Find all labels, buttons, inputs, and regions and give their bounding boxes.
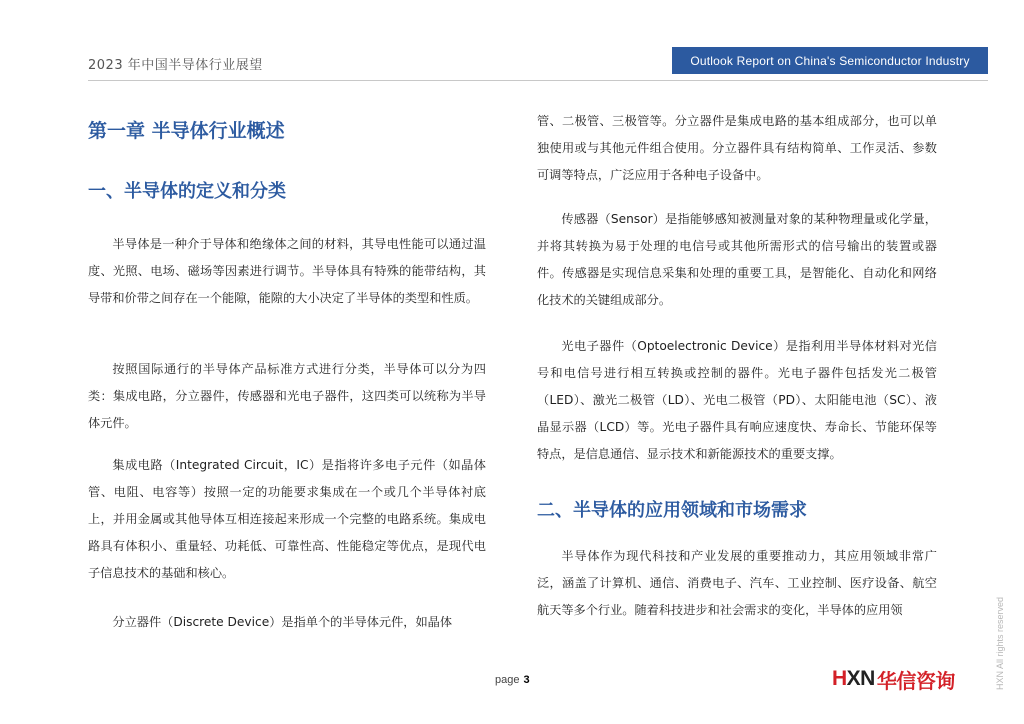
paragraph: 传感器（Sensor）是指能够感知被测量对象的某种物理量或化学量，并将其转换为易于处理的电信号或其他所需形式的信号输出的装置或器件。传感器是实现信息采集和处理的重要工具，是智能化、自动化和网络化技术的关键组成部分。 <box>537 212 937 307</box>
header-left-title: 2023 年中国半导体行业展望 <box>88 58 263 73</box>
paragraph: 分立器件（Discrete Device）是指单个的半导体元件，如晶体 <box>112 615 453 629</box>
paragraph: 集成电路（Integrated Circuit，IC）是指将许多电子元件（如晶体管、电阻、电容等）按照一定的功能要求集成在一个或几个半导体衬底上，并用金属或其他导体互相连接起来形成一个完整的电路系统。集成电路具有体积小、重量轻、功耗低、可靠性高、性能稳定等优点，是现代电子信息技术的基础和核心。 <box>88 458 486 580</box>
paragraph: 半导体是一种介于导体和绝缘体之间的材料，其导电性能可以通过温度、光照、电场、磁场等因素进行调节。半导体具有特殊的能带结构，其导带和价带之间存在一个能隙，能隙的大小决定了半导体的类型和性质。 <box>88 237 486 305</box>
paragraph: 光电子器件（Optoelectronic Device）是指利用半导体材料对光信号和电信号进行相互转换或控制的器件。光电子器件包括发光二极管（LED）、激光二极管（LD）、光电二极管（PD）、太阳能电池（SC）、液晶显示器（LCD）等。光电子器件具有响应速度快、寿命长、节能环保等特点，是信息通信、显示技术和新能源技术的重要支撑。 <box>537 339 937 461</box>
chapter-title: 第一章 半导体行业概述 <box>88 120 285 142</box>
paragraph: 半导体作为现代科技和产业发展的重要推动力，其应用领域非常广泛，涵盖了计算机、通信、消费电子、汽车、工业控制、医疗设备、航空航天等多个行业。随着科技进步和社会需求的变化，半导体的应用领 <box>537 549 937 617</box>
section-title-1: 一、半导体的定义和分类 <box>88 181 286 202</box>
logo-h: H <box>832 667 847 690</box>
header-right-title: Outlook Report on China's Semiconductor Industry <box>672 47 988 74</box>
section-title-2: 二、半导体的应用领域和市场需求 <box>537 500 807 521</box>
watermark: HXN All rights reserved <box>995 596 1005 690</box>
page-number-value: 3 <box>523 674 530 686</box>
logo <box>832 665 955 693</box>
page-number <box>495 674 530 686</box>
logo-xn: XN <box>846 667 875 690</box>
paragraph: 按照国际通行的半导体产品标准方式进行分类，半导体可以分为四类：集成电路，分立器件，传感器和光电子器件，这四类可以统称为半导体元件。 <box>88 362 486 430</box>
logo-cn: 华信咨询 <box>876 668 955 693</box>
header-divider <box>88 80 988 81</box>
paragraph: 管、二极管、三极管等。分立器件是集成电路的基本组成部分，也可以单独使用或与其他元件组合使用。分立器件具有结构简单、工作灵活、参数可调等特点，广泛应用于各种电子设备中。 <box>537 114 937 182</box>
page-label: page <box>495 674 520 686</box>
